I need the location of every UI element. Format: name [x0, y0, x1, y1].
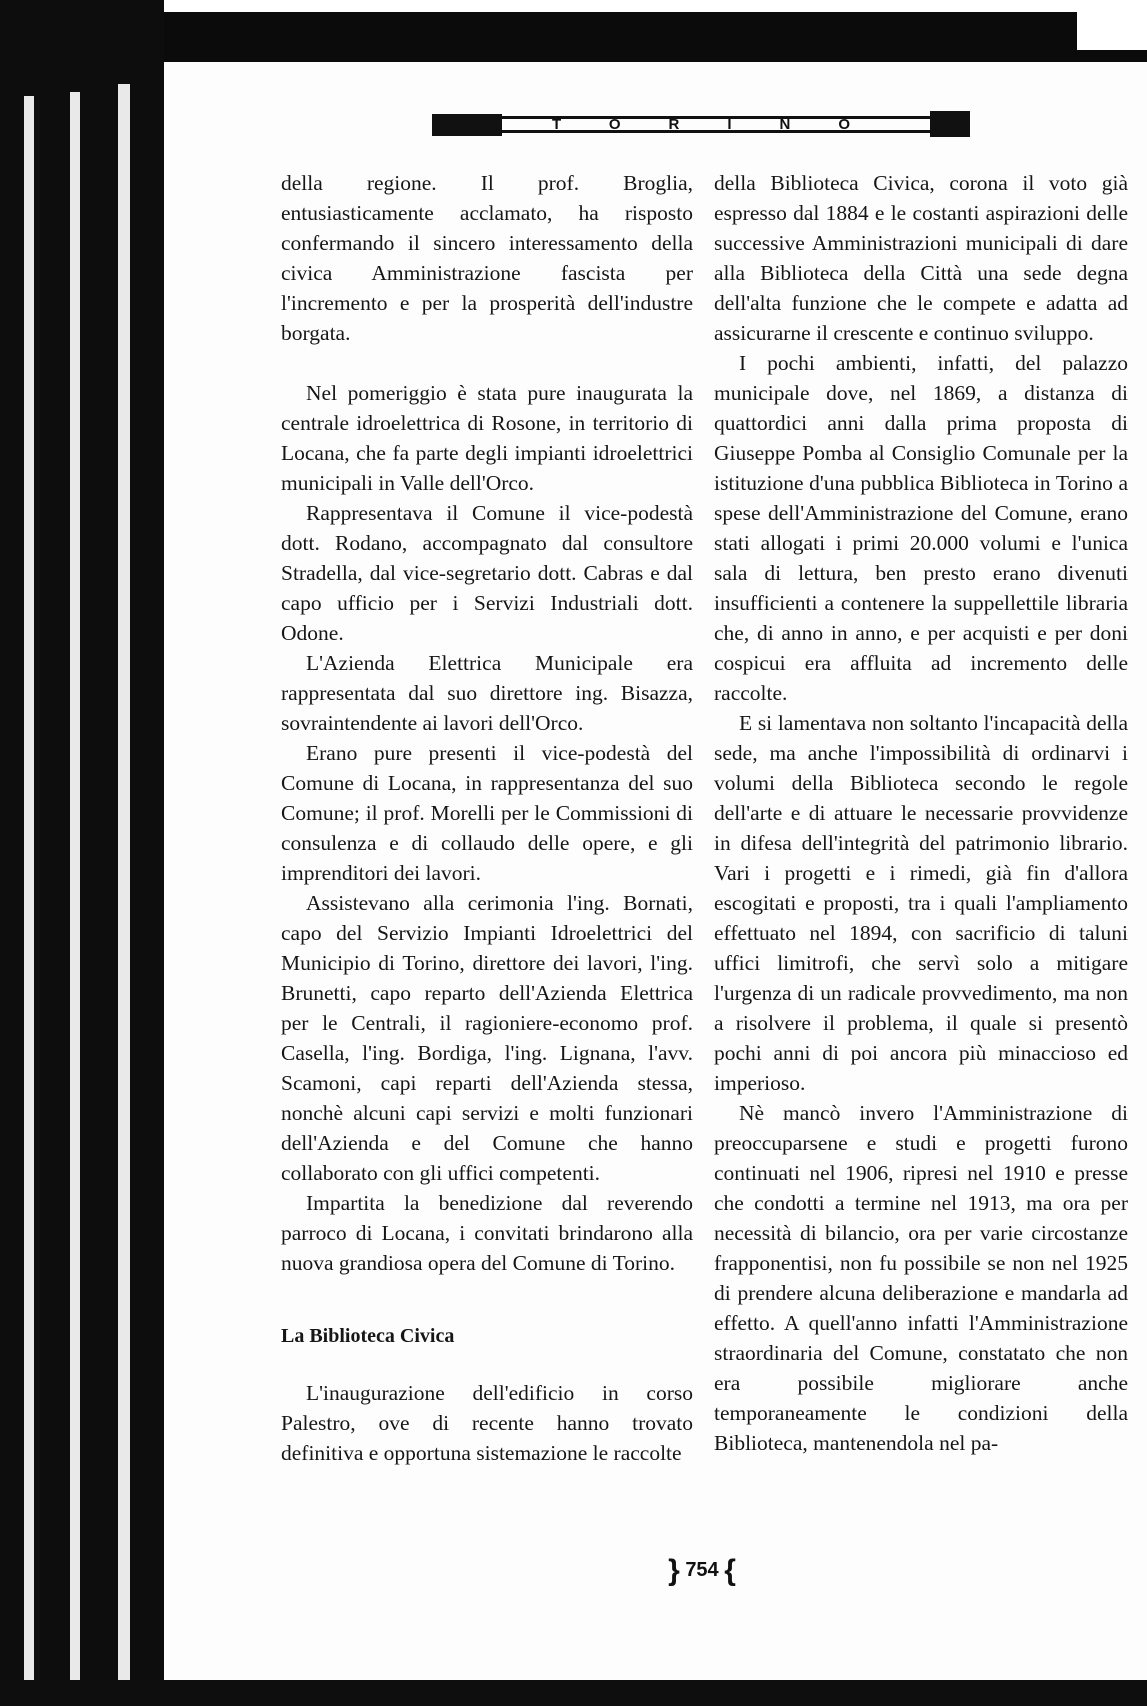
page-number — [642, 1554, 762, 1588]
page-number-value: 754 — [685, 1559, 719, 1581]
scan-bottom-edge — [0, 1680, 1147, 1706]
running-header-title: TORINO — [504, 119, 898, 130]
paragraph: L'inaugurazione dell'edificio in corso Palestro, ove di recente hanno trovato definitiva e opportuna sistemazione le raccolte — [281, 1381, 693, 1465]
header-ornament-right — [930, 111, 970, 137]
paragraph: Nel pomeriggio è stata pure inaugurata la centrale idroelettrica di Rosone, in territorio di Locana, che fa parte degli impianti idroelettrici municipali in Valle dell'Orco. — [281, 381, 693, 495]
section-heading: La Biblioteca Civica — [281, 1325, 455, 1347]
header-ornament-left — [432, 114, 502, 136]
right-column — [714, 168, 1128, 1458]
paragraph: Nè mancò invero l'Amministrazione di preoccuparsene e studi e progetti furono continuati nel 1906, ripresi nel 1910 e presse che condotti a termine nel 1913, ma ora per necessità di bilancio, ora per varie circostanze frapponentisi, non fu possibile se non nel 1925 di prendere alcuna deliberazione e mandarla ad effetto. A quell'anno infatti l'Amministrazione straordinaria del Comune, constatato che non era possibile migliorare anche temporaneamente le condizioni della Biblioteca, mantenendola nel pa- — [714, 1101, 1128, 1455]
scan-top-shadow — [0, 12, 1147, 62]
paragraph: Rappresentava il Comune il vice-podestà dott. Rodano, accompagnato dal consultore Stradella, dal vice-segretario dott. Cabras e dal capo ufficio per i Servizi Industriali dott. Odone. — [281, 501, 693, 645]
running-header — [432, 116, 970, 133]
page-edge-stripe — [118, 84, 130, 1680]
paragraph: Assistevano alla cerimonia l'ing. Bornati, capo del Servizio Impianti Idroelettrici del Municipio di Torino, direttore dei lavori, l'ing. Brunetti, capo reparto dell'Azienda Elettrica per le Centrali, il ragioniere-economo prof. Casella, l'ing. Bordiga, l'ing. Lignana, l'avv. Scamoni, capi reparti dell'Azienda stessa, nonchè alcuni capi servizi e molti funzionari dell'Azienda e del Comune che hanno collaborato con gli uffici competenti. — [281, 891, 693, 1185]
paragraph: L'Azienda Elettrica Municipale era rappresentata dal suo direttore ing. Bisazza, sovraintendente ai lavori dell'Orco. — [281, 651, 693, 735]
page-edge-stripe — [24, 96, 34, 1681]
scan-top-gap — [1077, 12, 1147, 50]
folio-ornament-right: { — [724, 1554, 736, 1587]
paragraph: della regione. Il prof. Broglia, entusiasticamente acclamato, ha risposto confermando il sincero interessamento della civica Amministrazione fascista per l'incremento e per la prosperità dell'industre borgata. — [281, 171, 693, 345]
paragraph: Impartita la benedizione dal reverendo parroco di Locana, i convitati brindarono alla nuova grandiosa opera del Comune di Torino. — [281, 1191, 693, 1275]
scan-top-margin — [0, 0, 1147, 12]
paragraph: E si lamentava non soltanto l'incapacità della sede, ma anche l'impossibilità di ordinarvi i volumi della Biblioteca secondo le regole dell'arte e di attuare le necessarie provvidenze in difesa dell'integrità del patrimonio librario. Vari i progetti e i rimedi, già fin d'allora escogitati e proposti, tra i quali l'ampliamento effettuato nel 1894, con sacrificio di taluni uffici limitrofi, che servì solo a mitigare l'urgenza di un radicale provvedimento, ma non a risolvere il problema, il quale si presentò pochi anni di poi ancora più minaccioso ed imperioso. — [714, 711, 1128, 1095]
paragraph: I pochi ambienti, infatti, del palazzo municipale dove, nel 1869, a distanza di quattordici anni dalla prima proposta di Giuseppe Pomba al Consiglio Comunale per la istituzione d'una pubblica Biblioteca in Torino a spese dell'Amministrazione del Comune, erano stati allogati i primi 20.000 volumi e l'unica sala di lettura, ben presto erano divenuti insufficienti a contenere la suppellettile libraria che, di anno in anno, e per acquisti e per doni cospicui era affluita ad incremento delle raccolte. — [714, 351, 1128, 705]
left-column — [281, 168, 693, 1468]
folio-ornament-left: } — [668, 1554, 680, 1587]
paragraph: Erano pure presenti il vice-podestà del Comune di Locana, in rappresentanza del suo Comune; il prof. Morelli per le Commissioni di consulenza e di collaudo delle opere, e gli imprenditori dei lavori. — [281, 741, 693, 885]
paragraph: della Biblioteca Civica, corona il voto già espresso dal 1884 e le costanti aspirazioni delle successive Amministrazioni municipali di dare alla Biblioteca della Città una sede degna dell'alta funzione che le compete e adatta ad assicurarne il crescente e continuo sviluppo. — [714, 171, 1128, 345]
page-edge-stripe — [70, 92, 80, 1682]
